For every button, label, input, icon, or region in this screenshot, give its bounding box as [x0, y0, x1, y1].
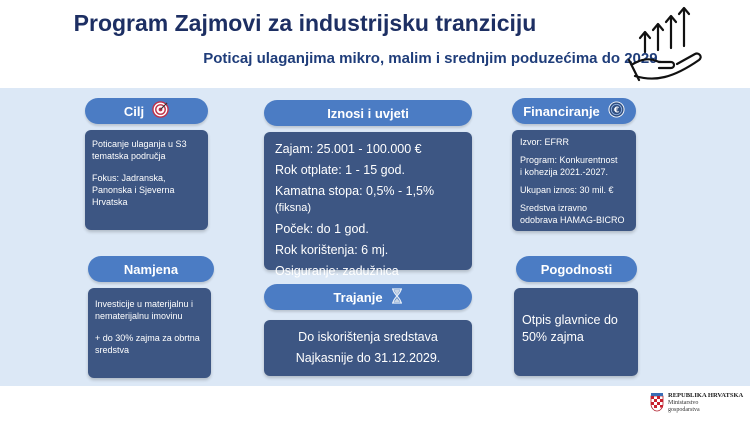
- namjena-label: Namjena: [123, 261, 179, 277]
- cilj-label: Cilj: [123, 103, 145, 119]
- financiranje-sredstva: Sredstva izravno: [520, 203, 588, 213]
- financiranje-box: [512, 130, 636, 231]
- trajanje-box: [264, 320, 472, 376]
- pogodnosti-box: [514, 288, 638, 376]
- iznosi-item-pocek: Poček: do 1 god.: [275, 222, 369, 236]
- cilj-box: [85, 130, 208, 230]
- financiranje-program: i kohezija 2021.-2027.: [520, 167, 609, 177]
- financiranje-ukupno: Ukupan iznos: 30 mil. €: [520, 185, 614, 195]
- iznosi-label: Iznosi i uvjeti: [327, 105, 409, 121]
- iznosi-item-zajam: Zajam: 25.001 - 100.000 €: [275, 142, 422, 156]
- cilj-focus-line: Panonska i Sjeverna: [92, 185, 175, 195]
- ministry-line1: Ministarstvo: [668, 400, 699, 406]
- namjena-pill: [88, 256, 214, 282]
- svg-text:€: €: [613, 105, 619, 115]
- financiranje-pill: [512, 98, 636, 124]
- iznosi-item-rok-otplate: Rok otplate: 1 - 15 god.: [275, 163, 405, 177]
- hand-growth-arrows-icon: [625, 2, 707, 84]
- ministry-line2: gospodarstva: [668, 407, 700, 413]
- namjena-line: + do 30% zajma za obrtna: [95, 333, 200, 343]
- croatia-coat-of-arms-icon: [650, 392, 664, 412]
- iznosi-pill: [264, 100, 472, 126]
- trajanje-pill: [264, 284, 472, 310]
- namjena-box: [88, 288, 211, 378]
- iznosi-item-kamatna-stopa: [275, 184, 461, 216]
- cilj-focus-line: Hrvatska: [92, 197, 128, 207]
- pogodnosti-label: Pogodnosti: [540, 261, 613, 277]
- kamatna-stopa-note: (fiksna): [275, 202, 312, 214]
- financiranje-izvor: Izvor: EFRR: [520, 137, 570, 147]
- page-title: Program Zajmovi za industrijsku tranziciju: [73, 10, 537, 36]
- financiranje-sredstva: odobrava HAMAG-BICRO: [520, 215, 625, 225]
- namjena-line: sredstva: [95, 345, 130, 355]
- cilj-line: tematska područja: [92, 151, 166, 161]
- target-icon: [152, 101, 169, 121]
- trajanje-label: Trajanje: [333, 289, 383, 305]
- cilj-focus-line: Fokus: Jadranska,: [92, 173, 166, 183]
- iznosi-item-osiguranje: Osiguranje: zadužnica: [275, 264, 399, 278]
- financiranje-label: Financiranje: [523, 103, 600, 119]
- financiranje-program: Program: Konkurentnost: [520, 155, 618, 165]
- namjena-line: nematerijalnu imovinu: [95, 311, 183, 321]
- ministry-logo: [650, 392, 745, 418]
- ministry-name: [668, 400, 700, 414]
- subtitle-text: Poticaj ulaganjima mikro, malim i srednjim poduzećima do 2029.: [203, 50, 662, 67]
- namjena-line: Investicije u materijalnu i: [95, 299, 194, 309]
- pogodnosti-line: Otpis glavnice do: [522, 313, 618, 327]
- iznosi-box: [264, 132, 472, 278]
- cilj-pill: [85, 98, 208, 124]
- kamatna-stopa-value: Kamatna stopa: 0,5% - 1,5%: [275, 184, 435, 198]
- pogodnosti-line: 50% zajma: [522, 330, 584, 344]
- republic-name: REPUBLIKA HRVATSKA: [668, 392, 744, 399]
- euro-coin-icon: [608, 101, 625, 121]
- trajanje-line2: Najkasnije do 31.12.2029.: [295, 351, 441, 365]
- iznosi-item-rok-koristenja: Rok korištenja: 6 mj.: [275, 243, 389, 257]
- trajanje-line1: Do iskorištenja sredstava: [298, 330, 438, 344]
- pogodnosti-pill: [516, 256, 637, 282]
- hourglass-icon: [391, 288, 403, 307]
- cilj-line: Poticanje ulaganja u S3: [92, 139, 187, 149]
